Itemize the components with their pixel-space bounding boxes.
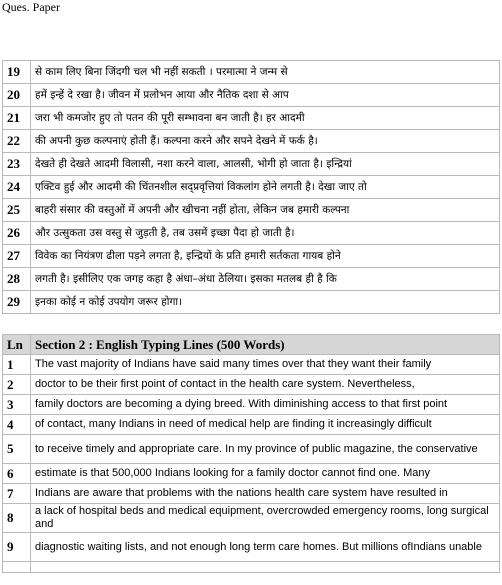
page-title: Ques. Paper xyxy=(2,0,60,14)
english-typing-table xyxy=(2,334,500,573)
line-number: 23 xyxy=(3,153,31,176)
line-number: 26 xyxy=(3,222,31,245)
typing-line: Indians are aware that problems with the nations health care system have resulted in xyxy=(31,484,500,504)
table-row xyxy=(3,291,500,314)
typing-line xyxy=(31,562,500,573)
typing-line: एक्टिव हुई और आदमी की चिंतनशील सद्प्रवृत्तियां विकलांग होने लगती है। देखा जाए तो xyxy=(31,176,500,199)
line-number: 8 xyxy=(3,504,31,533)
table-row xyxy=(3,199,500,222)
section-title-header: Section 2 : English Typing Lines (500 Words) xyxy=(31,335,500,355)
line-number: 20 xyxy=(3,84,31,107)
line-number: 25 xyxy=(3,199,31,222)
typing-line: estimate is that 500,000 Indians looking for a family doctor cannot find one. Many xyxy=(31,464,500,484)
typing-line: और उत्सुकता उस वस्तु से जुड़ती है, तब उसमें इच्छा पैदा हो जाती है। xyxy=(31,222,500,245)
typing-line: की अपनी कुछ कल्पनाएं होती हैं। कल्पना करने और सपने देखने में फर्क है। xyxy=(31,130,500,153)
line-number: 29 xyxy=(3,291,31,314)
table-row xyxy=(3,435,500,464)
line-number xyxy=(3,562,31,573)
table-row xyxy=(3,533,500,562)
table-row xyxy=(3,84,500,107)
table-row xyxy=(3,415,500,435)
typing-line: इनका कोई न कोई उपयोग जरूर होगा। xyxy=(31,291,500,314)
line-number: 22 xyxy=(3,130,31,153)
table-row xyxy=(3,107,500,130)
typing-line: लगती है। इसीलिए एक जगह कहा है अंधा–अंधा ठेलिया। इसका मतलब ही है कि xyxy=(31,268,500,291)
line-number: 2 xyxy=(3,375,31,395)
table-row xyxy=(3,484,500,504)
table-row xyxy=(3,245,500,268)
table-row xyxy=(3,355,500,375)
line-number: 3 xyxy=(3,395,31,415)
table-row xyxy=(3,395,500,415)
table-header-row xyxy=(3,335,500,355)
table-row xyxy=(3,176,500,199)
table-row xyxy=(3,504,500,533)
line-number: 21 xyxy=(3,107,31,130)
table-row xyxy=(3,222,500,245)
line-number: 1 xyxy=(3,355,31,375)
line-number: 24 xyxy=(3,176,31,199)
typing-line: जरा भी कमजोर हुए तो पतन की पूरी सम्भावना बन जाती है। हर आदमी xyxy=(31,107,500,130)
typing-line: हमें इन्हें दे रखा है। जीवन में प्रलोभन आया और नैतिक दशा से आप xyxy=(31,84,500,107)
line-number: 19 xyxy=(3,61,31,84)
typing-line: family doctors are becoming a dying breed. With diminishing access to that first point xyxy=(31,395,500,415)
typing-line: बाहरी संसार की वस्तुओं में अपनी और खीचना नहीं होता, लेकिन जब हमारी कल्पना xyxy=(31,199,500,222)
table-row xyxy=(3,562,500,573)
typing-line: से काम लिए बिना जिंदगी चल भी नहीं सकती । परमात्मा ने जन्म से xyxy=(31,61,500,84)
table-row xyxy=(3,130,500,153)
line-number: 4 xyxy=(3,415,31,435)
typing-line: विवेक का नियंत्रण ढीला पड़ने लगता है, इन्द्रियों के प्रति हमारी सर्तकता गायब होने xyxy=(31,245,500,268)
table-row xyxy=(3,375,500,395)
line-number: 5 xyxy=(3,435,31,464)
typing-line: to receive timely and appropriate care. In my province of public magazine, the conservative xyxy=(31,435,500,464)
table-row xyxy=(3,61,500,84)
typing-line: The vast majority of Indians have said many times over that they want their family xyxy=(31,355,500,375)
table-row xyxy=(3,153,500,176)
typing-line: doctor to be their first point of contact in the health care system. Nevertheless, xyxy=(31,375,500,395)
typing-line: diagnostic waiting lists, and not enough long term care homes. But millions ofIndians unable xyxy=(31,533,500,562)
line-number: 27 xyxy=(3,245,31,268)
table-row xyxy=(3,268,500,291)
table-row xyxy=(3,464,500,484)
line-number: 9 xyxy=(3,533,31,562)
typing-line: देखते ही देखते आदमी विलासी, नशा करने वाला, आलसी, भोगी हो जाता है। इन्द्रियां xyxy=(31,153,500,176)
typing-line: a lack of hospital beds and medical equipment, overcrowded emergency rooms, long surgical and xyxy=(31,504,500,533)
hindi-typing-table xyxy=(2,60,500,314)
line-number: 6 xyxy=(3,464,31,484)
line-number: 7 xyxy=(3,484,31,504)
typing-line: of contact, many Indians in need of medical help are finding it increasingly difficult xyxy=(31,415,500,435)
line-number-header: Ln xyxy=(3,335,31,355)
line-number: 28 xyxy=(3,268,31,291)
